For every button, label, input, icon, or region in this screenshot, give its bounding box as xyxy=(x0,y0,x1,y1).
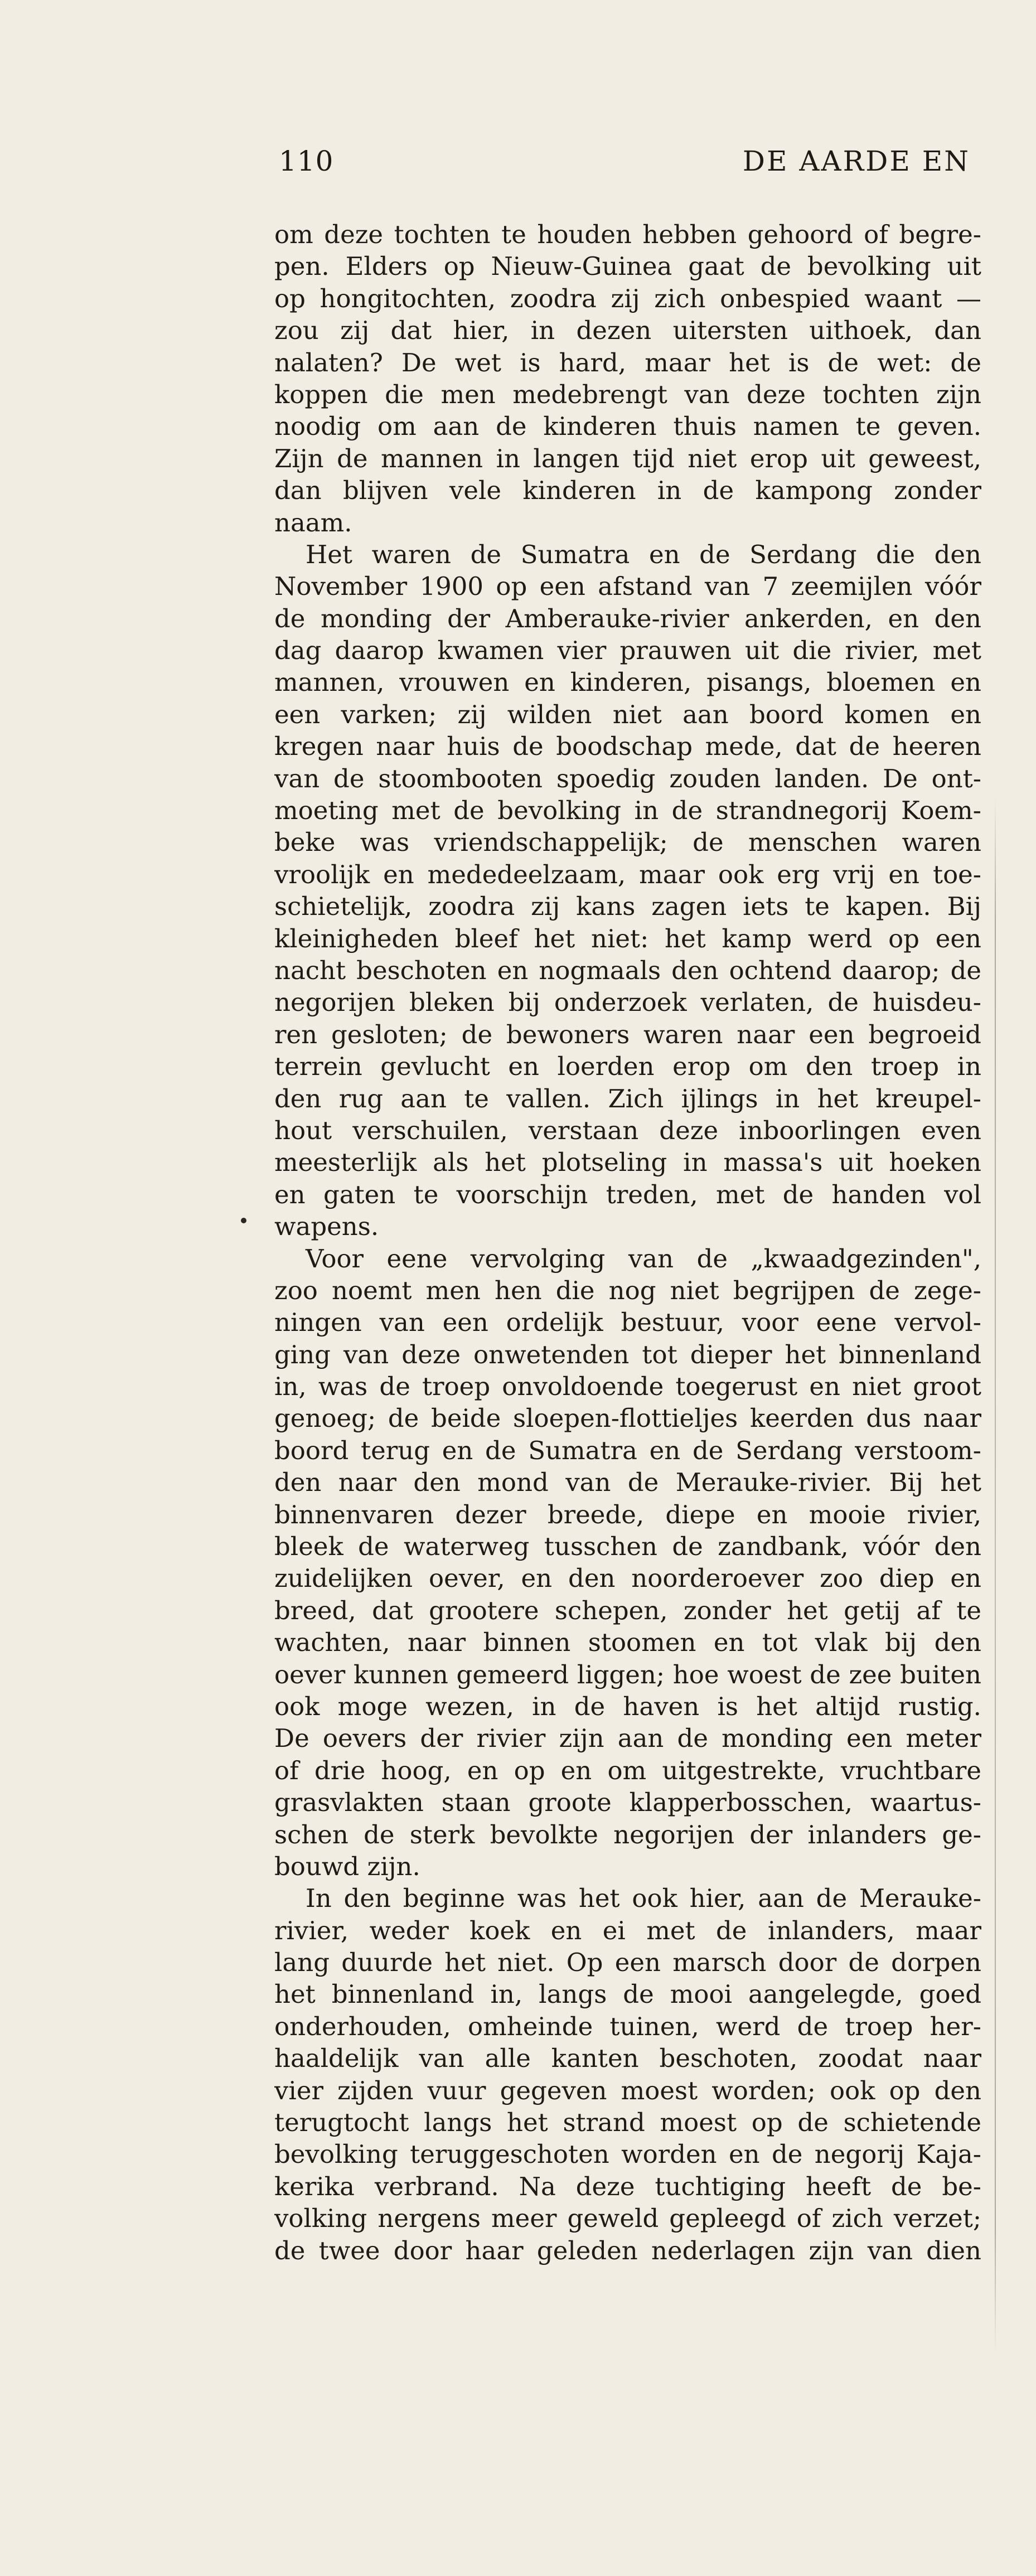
text-line: nacht beschoten en nogmaals den ochtend daarop; de xyxy=(274,955,981,985)
text-line: oever kunnen gemeerd liggen; hoe woest de zee buiten xyxy=(274,1659,981,1689)
text-line: binnenvaren dezer breede, diepe en mooie rivier, xyxy=(274,1499,981,1529)
paragraph-end-line: naam. xyxy=(274,507,352,538)
text-line: den rug aan te vallen. Zich ijlings in het kreupel- xyxy=(274,1083,981,1113)
text-line: kerika verbrand. Na deze tuchtiging heeft de be- xyxy=(274,2171,981,2201)
text-line: genoeg; de beide sloepen-flottieljes keerden dus naar xyxy=(274,1403,981,1434)
text-line: hout verschuilen, verstaan deze inboorlingen even xyxy=(274,1115,981,1145)
paragraph-end-line: bouwd zijn. xyxy=(274,1851,420,1881)
text-line: bevolking teruggeschoten worden en de negorij Kaja- xyxy=(274,2139,981,2170)
text-line: November 1900 op een afstand van 7 zeemijlen vóór xyxy=(274,572,981,602)
text-line: zoo noemt men hen die nog niet begrijpen de zege- xyxy=(274,1275,981,1305)
paragraph-start-line: Voor eene vervolging van de „kwaadgezinden", xyxy=(306,1243,981,1274)
text-line: meesterlijk als het plotseling in massa's uit hoeken xyxy=(274,1147,981,1178)
text-line: de monding der Amberauke-rivier ankerden, en den xyxy=(274,603,981,633)
text-line: moeting met de bevolking in de strandnegorij Koem- xyxy=(274,796,981,826)
paragraph-end-line: wapens. xyxy=(274,1212,379,1242)
text-line: rivier, weder koek en ei met de inlanders, maar xyxy=(274,1915,981,1945)
text-line: De oevers der rivier zijn aan de monding een meter xyxy=(274,1723,981,1754)
text-line: bleek de waterweg tusschen de zandbank, vóór den xyxy=(274,1532,981,1562)
text-line: ook moge wezen, in de haven is het altijd rustig. xyxy=(274,1691,981,1721)
text-line: zou zij dat hier, in dezen uitersten uithoek, dan xyxy=(274,316,981,346)
text-line: de twee door haar geleden nederlagen zijn van dien xyxy=(274,2235,981,2265)
text-line: dag daarop kwamen vier prauwen uit die rivier, met xyxy=(274,636,981,666)
page-number: 110 xyxy=(279,145,334,177)
text-line: het binnenland in, langs de mooi aangelegde, goed xyxy=(274,1979,981,2010)
body-text xyxy=(274,219,981,2267)
paragraph-start-line: Het waren de Sumatra en de Serdang die den xyxy=(306,539,981,569)
margin-dot-mark xyxy=(241,1218,246,1223)
text-line: terugtocht langs het strand moest op de schietende xyxy=(274,2108,981,2138)
text-line: schen de sterk bevolkte negorijen der inlanders ge- xyxy=(274,1819,981,1849)
paragraph-start-line: In den beginne was het ook hier, aan de Merauke- xyxy=(306,1883,981,1914)
running-title: DE AARDE EN xyxy=(742,145,970,177)
text-line: een varken; zij wilden niet aan boord komen en xyxy=(274,699,981,729)
text-line: vier zijden vuur gegeven moest worden; ook op den xyxy=(274,2075,981,2105)
text-line: ningen van een ordelijk bestuur, voor eene vervol- xyxy=(274,1308,981,1338)
text-line: ren gesloten; de bewoners waren naar een begroeid xyxy=(274,1019,981,1049)
page-header xyxy=(279,142,970,181)
text-line: kregen naar huis de boodschap mede, dat de heeren xyxy=(274,732,981,762)
text-line: terrein gevlucht en loerden erop om den troep in xyxy=(274,1052,981,1082)
text-line: om deze tochten te houden hebben gehoord of begre- xyxy=(274,220,981,249)
text-line: den naar den mond van de Merauke-rivier. Bij het xyxy=(274,1468,981,1498)
text-line: vroolijk en mededeelzaam, maar ook erg vrij en toe- xyxy=(274,859,981,889)
text-line: Zijn de mannen in langen tijd niet erop uit geweest, xyxy=(274,443,981,473)
text-line: beke was vriendschappelijk; de menschen waren xyxy=(274,827,981,858)
text-line: breed, dat grootere schepen, zonder het getij af te xyxy=(274,1595,981,1625)
text-line: dan blijven vele kinderen in de kampong zonder xyxy=(274,476,981,506)
margin-rule-mark xyxy=(995,797,996,2353)
text-line: boord terug en de Sumatra en de Serdang verstoom- xyxy=(274,1435,981,1465)
text-line: en gaten te voorschijn treden, met de handen vol xyxy=(274,1179,981,1209)
text-line: grasvlakten staan groote klapperbosschen, waartus- xyxy=(274,1788,981,1818)
text-line: wachten, naar binnen stoomen en tot vlak bij den xyxy=(274,1628,981,1658)
text-line: volking nergens meer geweld gepleegd of zich verzet; xyxy=(274,2204,981,2234)
text-line: pen. Elders op Nieuw-Guinea gaat de bevolking uit xyxy=(274,251,981,282)
text-line: lang duurde het niet. Op een marsch door de dorpen xyxy=(274,1948,981,1978)
text-line: van de stoombooten spoedig zouden landen. De ont- xyxy=(274,763,981,793)
text-line: nalaten? De wet is hard, maar het is de wet: de xyxy=(274,347,981,377)
text-line: op hongitochten, zoodra zij zich onbespied waant — xyxy=(274,283,981,313)
text-line: koppen die men medebrengt van deze tochten zijn xyxy=(274,379,981,409)
text-line: zuidelijken oever, en den noorderoever zoo diep en xyxy=(274,1563,981,1594)
text-line: of drie hoog, en op en om uitgestrekte, vruchtbare xyxy=(274,1755,981,1785)
text-line: in, was de troep onvoldoende toegerust en niet groot xyxy=(274,1372,981,1402)
text-line: noodig om aan de kinderen thuis namen te geven. xyxy=(274,411,981,442)
text-line: mannen, vrouwen en kinderen, pisangs, bloemen en xyxy=(274,667,981,698)
text-line: kleinigheden bleef het niet: het kamp werd op een xyxy=(274,923,981,953)
text-line: negorijen bleken bij onderzoek verlaten, de huisdeu- xyxy=(274,987,981,1018)
text-line: ging van deze onwetenden tot dieper het binnenland xyxy=(274,1339,981,1369)
text-line: haaldelijk van alle kanten beschoten, zoodat naar xyxy=(274,2044,981,2074)
text-line: schietelijk, zoodra zij kans zagen iets te kapen. Bij xyxy=(274,892,981,922)
text-line: onderhouden, omheinde tuinen, werd de troep her- xyxy=(274,2011,981,2041)
